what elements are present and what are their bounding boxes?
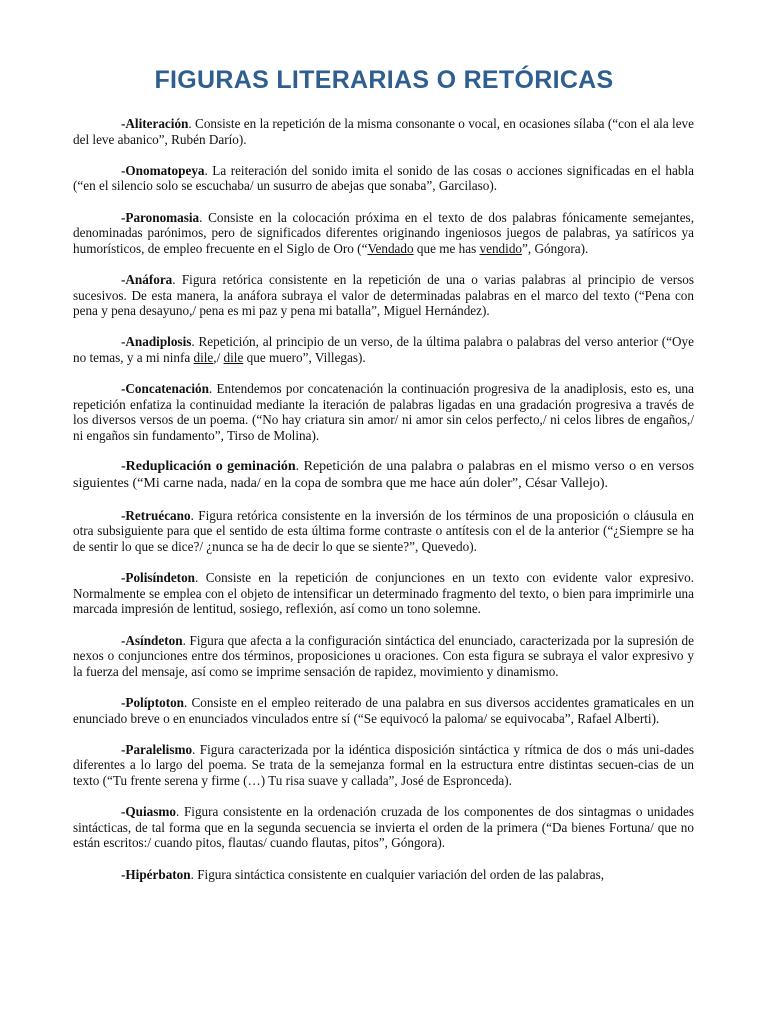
entry-term: -Paralelismo (121, 741, 193, 757)
entry-aliteracion (73, 116, 694, 147)
entry-text: . Figura caracterizada por la idéntica disposición sintáctica y rítmica de dos o más uni-dades diferentes a lo largo del poema. Se trata de la semejanza formal en la estructura entre distintas secuen-cias de un texto (“Tu frente serena y firme (…) Tu risa suave y callada”, José de Espronceda). (73, 741, 694, 788)
entry-text: . Consiste en la repetición de la misma consonante o vocal, en ocasiones sílaba (“con el ala leve del leve abanico”, Rubén Darío). (73, 116, 694, 147)
entry-text: . Repetición, al principio de un verso, de la última palabra o palabras del verso anterior (“Oye no temas, y a mi ninfa (73, 334, 694, 365)
underlined-word: Vendado (367, 240, 414, 256)
entry-text: . Figura retórica consistente en la repetición de una o varias palabras al principio de versos sucesivos. De esta manera, la anáfora subraya el valor de determinadas palabras en el marco del texto (“Pena con pena y pena desayuno,/ pena es mi paz y pena mi batalla”, Miguel Hernández). (73, 271, 694, 319)
entry-text-end: que muero”, Villegas). (243, 349, 366, 365)
entry-polisindeton (73, 570, 694, 617)
entry-text: . Figura consistente en la ordenación cruzada de los componentes de dos sintagmas o unidades sintácticas, de tal forma que en la segunda secuencia se invierta el orden de la primera (“Da bienes Fortuna/ que no están escritos:/ cuando pitos, flautas/ cuando flautas, pitos”, Góngora). (73, 804, 694, 851)
entry-paronomasia (73, 210, 694, 257)
entry-text: . Entendemos por concatenación la continuación progresiva de la anadiplosis, esto es, una repetición enfatiza la continuidad mediante la iteración de palabras ligadas en una gradación progresiva a través de los diversos versos de un poema. (“No hay criatura sin amor/ ni amor sin celos perfecto,/ ni celos libres de engaños,/ ni engaños sin fundamento”, Tirso de Molina). (73, 381, 694, 443)
entry-anafora (73, 272, 694, 319)
underlined-word: dile (193, 349, 214, 365)
entry-poliptoton (73, 695, 694, 726)
entry-text: . Figura sintáctica consistente en cualquier variación del orden de las palabras, (190, 866, 605, 882)
page-title: FIGURAS LITERARIAS O RETÓRICAS (154, 66, 614, 94)
entry-quiasmo (73, 804, 694, 851)
entry-term: -Políptoton (121, 694, 185, 710)
entry-term: -Reduplicación o geminación (121, 459, 296, 475)
entry-term: -Anáfora (121, 271, 173, 287)
entry-onomatopeya (73, 163, 694, 194)
entry-hiperbaton (73, 867, 694, 883)
entry-text-mid: que me has (413, 240, 480, 256)
entry-term: -Retruécano (121, 507, 191, 523)
figures-list (73, 116, 694, 898)
entry-term: -Anadiplosis (121, 334, 192, 350)
entry-term: -Paronomasia (121, 209, 200, 225)
entry-text: . Consiste en la repetición de conjunciones en un texto con evidente valor expresivo. Normalmente se emplea con el objeto de intensificar un determinado fragmento del texto, o bien para imprimirle una marcada impresión de lentitud, sosiego, reflexión, así como un tono solemne. (73, 570, 694, 617)
entry-term: -Quiasmo (121, 804, 176, 820)
entry-paralelismo (73, 742, 694, 789)
entry-retruecano (73, 508, 694, 555)
entry-text: . Repetición de una palabra o palabras en el mismo verso o en versos siguientes (“Mi carne nada, nada/ en la copa de sombra que me hace aún doler”, César Vallejo). (73, 459, 695, 491)
entry-text: . Figura que afecta a la configuración sintáctica del enunciado, caracterizada por la supresión de nexos o conjunciones entre dos términos, proposiciones u oraciones. Con esta figura se subraya el valor expresivo y la fuerza del mensaje, así como se imprime sensación de rapidez, movimiento y dinamismo. (73, 632, 694, 679)
entry-text: . Consiste en el empleo reiterado de una palabra en sus diversos accidentes gramaticales en un enunciado breve o en enunciados vinculados entre sí (“Se equivocó la paloma/ se equivocaba”, Rafael Alberti). (73, 694, 694, 726)
entry-anadiplosis (73, 334, 694, 365)
entry-asindeton (73, 633, 694, 680)
entry-text: . Figura retórica consistente en la inversión de los términos de una proposición o cláusula en otra subsiguiente para que el sentido de esta última forme contraste o antítesis con el de la anterior (“¿Siempre se ha de sentir lo que se dice?/ ¿nunca se ha de decir lo que se siente?”, Quevedo). (73, 507, 694, 555)
entry-term: -Concatenación (121, 381, 209, 397)
entry-term: -Hipérbaton (121, 866, 191, 882)
entry-reduplicacion (73, 459, 694, 492)
entry-text-mid: ,/ (213, 349, 224, 365)
entry-term: -Asíndeton (121, 632, 183, 648)
entry-term: -Aliteración (121, 116, 189, 131)
entry-concatenacion (73, 381, 694, 443)
entry-term: -Onomatopeya (121, 162, 205, 178)
underlined-word: vendido (479, 240, 523, 256)
entry-text: . Consiste en la colocación próxima en el texto de dos palabras fónicamente semejantes, denominadas parónimos, pero de significados diferentes originando ingeniosos juegos de palabras, ya satíricos ya humorísticos, de empleo frecuente en el Siglo de Oro (“ (73, 209, 694, 256)
underlined-word: dile (223, 349, 244, 365)
entry-term: -Polisíndeton (121, 570, 196, 586)
entry-text-end: ”, Góngora). (522, 240, 589, 256)
entry-text: . La reiteración del sonido imita el sonido de las cosas o acciones significadas en el habla (“en el silencio solo se escuchaba/ un susurro de abejas que sonaba”, Garcilaso). (73, 162, 694, 194)
